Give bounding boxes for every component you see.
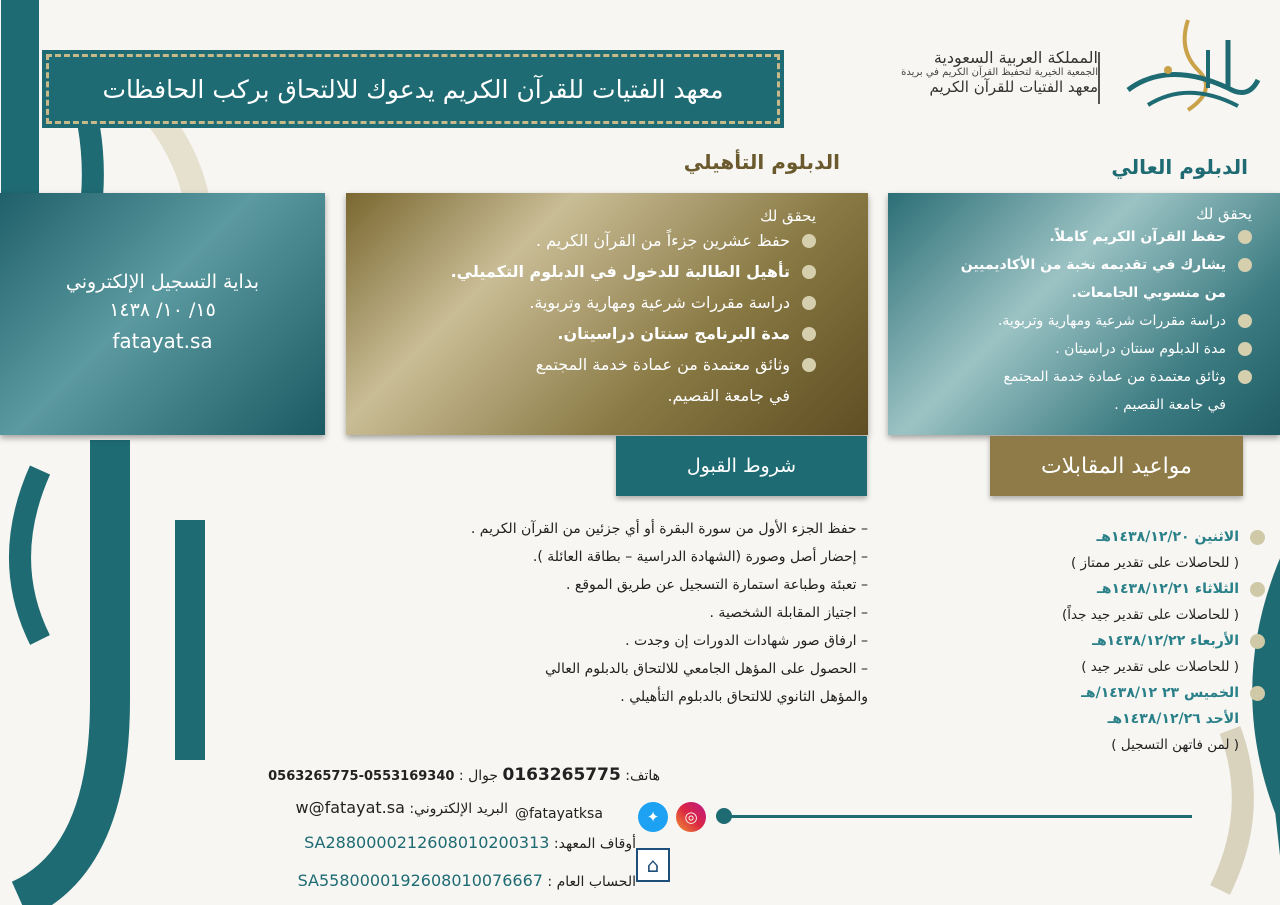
list-item: الاثنين ١٤٣٨/١٢/٢٠هـ ( للحاصلات على تقدير ممتاز ) — [975, 524, 1265, 576]
mobile-numbers[interactable]: 0553169340-0563265775 — [268, 769, 455, 784]
list-item: والمؤهل الثانوي للالتحاق بالدبلوم التأهيلي . — [620, 689, 868, 705]
bullet-icon — [1250, 686, 1265, 701]
org-institute: معهد الفتيات للقرآن الكريم — [929, 78, 1098, 96]
list-item: من منسوبي الجامعات. — [1071, 285, 1226, 301]
qualifying-benefits-list — [376, 225, 816, 411]
list-item: حفظ عشرين جزءاً من القرآن الكريم . — [376, 225, 816, 256]
list-item: دراسة مقررات شرعية ومهارية وتربوية. — [376, 287, 816, 318]
list-item: – الحصول على المؤهل الجامعي للالتحاق بالدبلوم العالي — [545, 661, 868, 677]
bullet-icon — [1238, 258, 1252, 272]
general-account-line — [298, 871, 636, 890]
interview-schedule-list — [975, 524, 1265, 758]
list-item: مدة البرنامج سنتان دراسيتان. — [376, 318, 816, 349]
instagram-icon[interactable]: ◎ — [676, 802, 706, 832]
bullet-icon — [802, 265, 816, 279]
social-handle[interactable]: @fatayatksa — [515, 806, 603, 822]
qualifying-diploma-title: الدبلوم التأهيلي — [683, 150, 840, 174]
general-account-iban: SA5580000192608010076667 — [297, 871, 543, 890]
endowment-label: أوقاف المعهد: — [553, 836, 636, 852]
bullet-icon — [1250, 634, 1265, 649]
list-item: تأهيل الطالبة للدخول في الدبلوم التكميلي. — [376, 256, 816, 287]
list-item: – ارفاق صور شهادات الدورات إن وجدت . — [625, 633, 868, 649]
list-item: الأربعاء ١٤٣٨/١٢/٢٢هـ ( للحاصلات على تقدير جيد ) — [975, 628, 1265, 680]
higher-diploma-title: الدبلوم العالي — [1111, 155, 1248, 179]
email-address[interactable]: w@fatayat.sa — [295, 798, 405, 817]
list-item: مدة الدبلوم سنتان دراسيتان . — [902, 335, 1252, 363]
bullet-icon — [1250, 530, 1265, 545]
list-item: دراسة مقررات شرعية ومهارية وتربوية. — [902, 307, 1252, 335]
org-society: الجمعية الخيرية لتحفيظ القرآن الكريم في بريدة — [901, 67, 1098, 78]
higher-diploma-panel — [888, 193, 1280, 435]
list-item: – تعبئة وطباعة استمارة التسجيل عن طريق الموقع . — [565, 577, 868, 593]
list-item: وثائق معتمدة من عمادة خدمة المجتمع — [902, 363, 1252, 391]
mobile-label: جوال : — [458, 768, 499, 784]
contact-divider — [722, 815, 1192, 818]
twitter-icon[interactable]: ✦ — [638, 802, 668, 832]
list-item: – اجتياز المقابلة الشخصية . — [709, 605, 868, 621]
banner-title: معهد الفتيات للقرآن الكريم يدعوك للالتحاق بركب الحافظات — [102, 74, 724, 104]
list-item: يشارك في تقديمه نخبة من الأكاديميين — [902, 251, 1252, 279]
list-item: – إحضار أصل وصورة (الشهادة الدراسية – بطاقة العائلة ). — [532, 549, 868, 565]
endowment-iban: SA2880000212608010200313 — [304, 833, 550, 852]
bullet-icon — [1238, 230, 1252, 244]
phone-line — [268, 765, 660, 785]
bullet-icon — [802, 327, 816, 341]
list-item: الخميس ٢٣ ١٤٣٨/١٢/هـ — [975, 680, 1265, 706]
phone-label: هاتف: — [625, 768, 660, 784]
institute-logo — [1108, 10, 1272, 122]
bullet-icon — [1238, 342, 1252, 356]
organization-header — [818, 48, 1098, 96]
bank-icon: ⌂ — [636, 848, 670, 882]
endowment-line — [304, 833, 636, 852]
website-link[interactable]: fatayat.sa — [112, 329, 213, 353]
decorative-calligraphy-left — [0, 0, 290, 905]
list-item: في جامعة القصيم. — [667, 386, 790, 405]
registration-panel — [0, 193, 325, 435]
list-item: حفظ القرآن الكريم كاملاً. — [902, 223, 1252, 251]
bullet-icon — [802, 358, 816, 372]
bullet-icon — [1238, 314, 1252, 328]
bullet-icon — [802, 296, 816, 310]
list-item: وثائق معتمدة من عمادة خدمة المجتمع — [376, 349, 816, 380]
list-item: – حفظ الجزء الأول من سورة البقرة أو أي جزئين من القرآن الكريم . — [470, 521, 868, 537]
list-item: في جامعة القصيم . — [1114, 397, 1226, 413]
org-country: المملكة العربية السعودية — [933, 48, 1098, 67]
qualifying-intro: يحقق لك — [760, 207, 816, 225]
list-item: الثلاثاء ١٤٣٨/١٢/٢١هـ ( للحاصلات على تقدير جيد جداً) — [975, 576, 1265, 628]
interview-schedule-header: مواعيد المقابلات — [990, 436, 1243, 496]
registration-label: بداية التسجيل الإلكتروني — [65, 271, 260, 293]
general-account-label: الحساب العام : — [547, 874, 636, 890]
registration-date: ١٥/ ١٠/ ١٤٣٨ — [109, 299, 216, 321]
header-banner — [46, 54, 780, 124]
email-line — [296, 798, 509, 817]
higher-benefits-list — [902, 223, 1252, 419]
bullet-icon — [1250, 582, 1265, 597]
qualifying-diploma-panel — [346, 193, 868, 435]
admission-conditions-header: شروط القبول — [616, 436, 867, 496]
bullet-icon — [802, 234, 816, 248]
phone-number[interactable]: 0163265775 — [502, 765, 621, 785]
email-label: البريد الإلكتروني: — [409, 801, 508, 817]
header-divider — [1098, 52, 1100, 104]
admission-conditions-list — [340, 515, 868, 711]
bullet-icon — [1238, 370, 1252, 384]
list-item: الأحد ١٤٣٨/١٢/٢٦هـ ( لمن فاتهن التسجيل ) — [1107, 711, 1239, 753]
higher-intro: يحقق لك — [1196, 205, 1252, 223]
